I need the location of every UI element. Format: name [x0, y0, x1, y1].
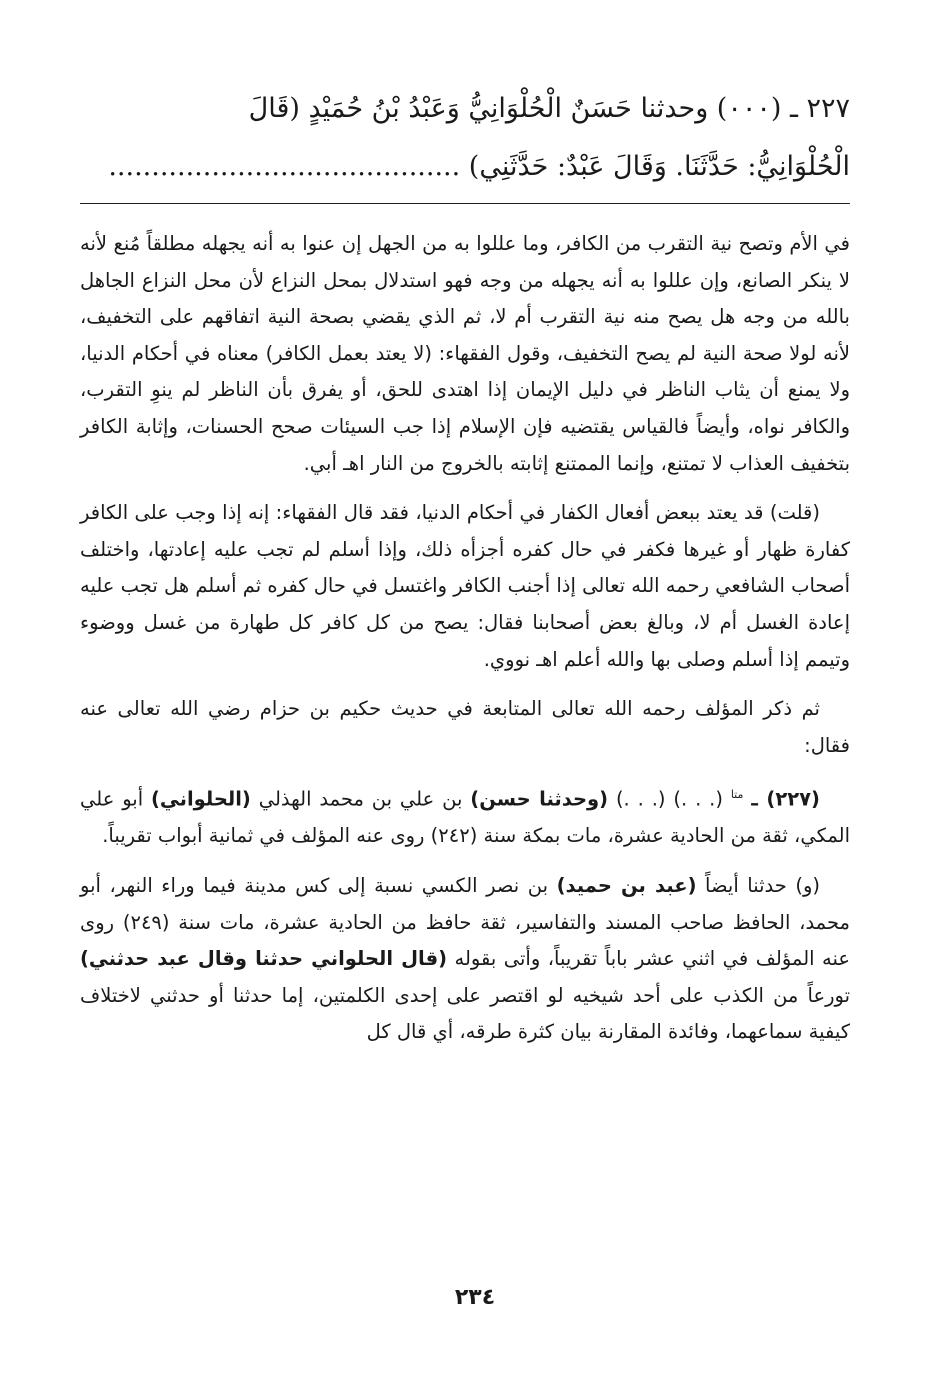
commentary-paragraph-2: (قلت) قد يعتد ببعض أفعال الكفار في أحكام الدنيا، فقد قال الفقهاء: إنه إذا وجب على الكافر كفارة ظهار أو غيرها فكفر في حال كفره أجزأه ذلك، وإذا أسلم لم تجب عليه إعادتها، واختلف أصحاب الشافعي رحمه الله تعالى إذا أجنب الكافر واغتسل في حال كفره ثم أسلم هل تجب عليه إعادة الغسل أم لا، وبالغ بعض أصحابنا فقال: يصح من كل كافر كل طهارة من غسل ووضوء وتيمم إذا أسلم وصلى بها والله أعلم اهـ نووي. [80, 501, 850, 671]
commentary-paragraph-5 [80, 868, 850, 1051]
narrator-name-hasan: (وحدثنا حسن) [470, 787, 609, 811]
footnote-mark: متا [730, 788, 744, 802]
paragraph-opening: (و) حدثنا أيضاً [705, 874, 821, 897]
narrator-nisba-hulwani: (الحلواني) [151, 787, 251, 811]
commentary-paragraph-4 [80, 777, 850, 855]
hadith-number: (٢٢٧) ـ [751, 787, 820, 811]
section-divider [80, 203, 850, 204]
narrator-biography: أبو علي المكي، ثقة من الحادية عشرة، مات بمكة سنة (٢٤٢) روى عنه المؤلف في ثمانية أبواب تقريباً. [80, 787, 850, 848]
commentary-paragraph-1: في الأم وتصح نية التقرب من الكافر، وما عللوا به من الجهل إن عنوا به أنه يجهله مطلقاً مُنع لأنه لا ينكر الصانع، وإن عللوا به أنه يجهله من وجه فهو استدلال بمحل النزاع لأن محل النزاع الجاهل بالله من وجه هل يصح منه نية التقرب أم لا، ثم الذي يقضي بصحة النية اتفاقهم على التخفيف، لأنه لولا صحة النية لم يصح التخفيف، وقول الفقهاء: (لا يعتد بعمل الكافر) معناه في أحكام الدنيا، ولا يمنع أن يثاب الناظر في دليل الإيمان إذا اهتدى للحق، أو يفرق بأن الناظر لم ينوِ التقرب، والكافر نواه، وأيضاً فالقياس يقتضيه فإن الإسلام إذا جب السيئات صحح الحسنات، وإثابة الكافر بتخفيف العذاب لا تمتنع، وإنما الممتنع إثابته بالخروج من النار اهـ أبي. [80, 232, 850, 475]
narrator-name-abd: (عبد بن حميد) [556, 874, 697, 897]
narrator-biography-abd: بن نصر الكسي نسبة إلى كس مدينة فيما وراء النهر، أبو محمد، الحافظ صاحب المسند والتفاسير، ثقة حافظ من الحادية عشرة، مات سنة (٢٤٩) روى عنه المؤلف في اثني عشر باباً تقريباً، وأتى بقوله [80, 874, 850, 971]
narrator-lineage: بن علي بن محمد الهذلي [258, 787, 463, 811]
omitted-marks: (. . .) (. . .) [615, 787, 723, 811]
commentary-paragraph-3: ثم ذكر المؤلف رحمه الله تعالى المتابعة في حديث حكيم بن حزام رضي الله تعالى عنه فقال: [80, 697, 850, 757]
page-number: ٢٣٤ [454, 1285, 496, 1310]
hadith-header [80, 80, 850, 196]
commentary-body [80, 226, 850, 1064]
quoted-phrase: (قال الحلواني حدثنا وقال عبد حدثني) [80, 947, 448, 971]
explanation-text: تورعاً من الكذب على أحد شيخيه لو اقتصر على إحدى الكلمتين، إما حدثنا أو حدثني لاختلاف كيفية سماعهما، وفائدة المقارنة بيان كثرة طرقه، أي قال كل [80, 983, 850, 1044]
hadith-header-line-2: الْحُلْوَانِيُّ: حَدَّثَنَا. وَقَالَ عَبْدٌ: حَدَّثَنِي) ......................................... [108, 151, 850, 182]
hadith-header-line-1: ٢٢٧ ـ (٠٠٠) وحدثنا حَسَنٌ الْحُلْوَانِيُّ وَعَبْدُ بْنُ حُمَيْدٍ (قَالَ [248, 93, 850, 124]
